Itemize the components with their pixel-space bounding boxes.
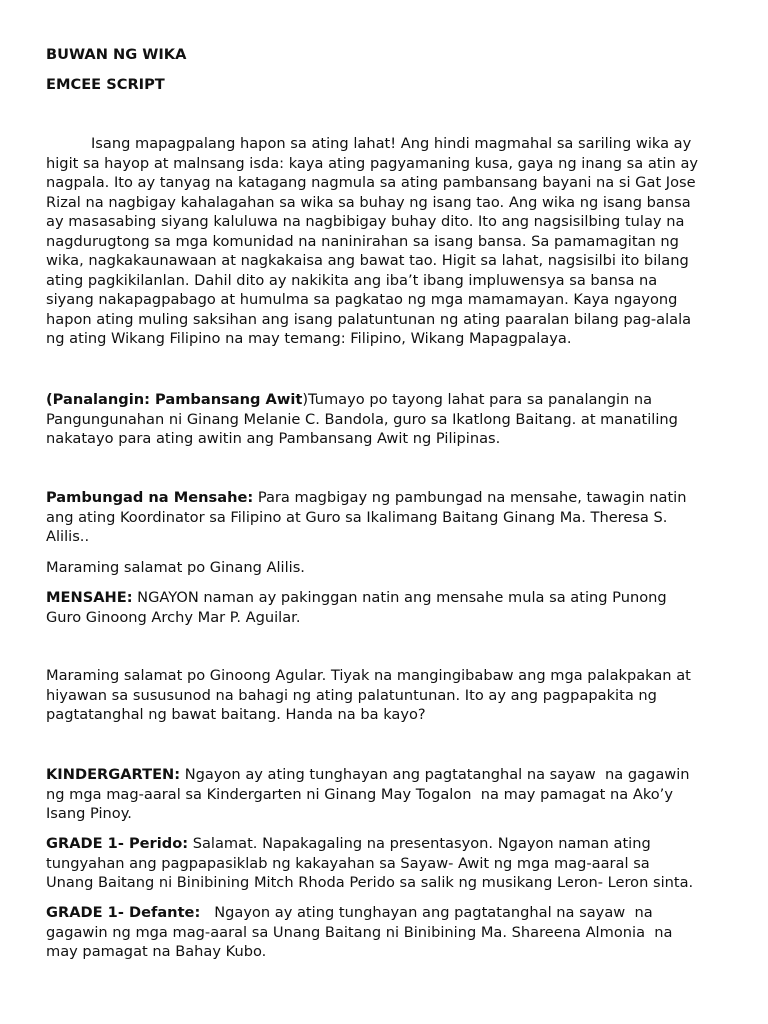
pambungad-text: Para magbigay ng pambungad na mensahe, tawagin natin (253, 489, 687, 506)
salamat-agular-line: pagtatanghal ng bawat baitang. Handa na ba kayo? (46, 706, 426, 723)
intro-line: nagpala. Ito ay tanyag na katagang nagmula sa ating pambansang bayani na si Gat Jose (46, 174, 696, 191)
grade1-defante-line: gagawin ng mga mag-aaral sa Unang Baitang ni Binibining Ma. Shareena Almonia na (46, 923, 673, 941)
panalangin-line (46, 390, 726, 410)
salamat-agular-line: Maraming salamat po Ginoong Agular. Tiyak na mangingibabaw ang mga palakpakan at (46, 667, 691, 684)
grade1-perido-section (46, 834, 726, 893)
salamat-agular-section (46, 666, 726, 725)
intro-line: ng ating Wikang Filipino na may temang: Filipino, Wikang Mapagpalaya. (46, 330, 572, 347)
pambungad-heading: Pambungad na Mensahe: (46, 489, 254, 506)
intro-paragraph (46, 134, 726, 349)
grade1-defante-line: may pamagat na Bahay Kubo. (46, 943, 267, 960)
panalangin-line: nakatayo para ating awitin ang Pambansang Awit ng Pilipinas. (46, 430, 501, 447)
kindergarten-text: Ngayon ay ating tunghayan ang pagtatanghal na sayaw na gagawin (180, 766, 690, 783)
panalangin-text: )Tumayo po tayong lahat para sa panalangin na (302, 391, 653, 408)
salamat-agular-line: hiyawan sa sususunod na bahagi ng ating palatuntunan. Ito ay ang pagpapakita ng (46, 686, 657, 704)
intro-line: ay masasabing siyang kaluluwa na nagbibigay buhay dito. Ito ang nagsisilbing tulay na (46, 213, 685, 230)
panalangin-heading: (Panalangin: Pambansang Awit (46, 391, 303, 408)
grade1-perido-line: Unang Baitang ni Binibining Mitch Rhoda Perido sa salik ng musikang Leron- Leron sinta. (46, 874, 694, 891)
intro-line: wika, nagkakaunawaan at nagkakaisa ang bawat tao. Higit sa lahat, nagsisilbi ito bilang (46, 252, 689, 269)
salamat-alilis (46, 558, 726, 578)
kindergarten-line: Isang Pinoy. (46, 805, 132, 822)
document-title: BUWAN NG WIKA (46, 46, 187, 63)
intro-line: nagdurugtong sa mga komunidad na naninirahan sa isang bansa. Sa pamamagitan ng (46, 232, 679, 250)
pambungad-line (46, 488, 726, 508)
mensahe-line: Guro Ginoong Archy Mar P. Aguilar. (46, 608, 301, 626)
kindergarten-section (46, 765, 726, 824)
grade1-perido-text: Salamat. Napakagaling na presentasyon. Ngayon naman ating (188, 835, 651, 852)
grade1-perido-line: tungyahan ang pagpapasiklab ng kakayahan sa Sayaw- Awit ng mga mag-aaral sa (46, 854, 650, 872)
intro-line: Rizal na nagbigay kahalagahan sa wika sa buhay ng isang tao. Ang wika ng isang bansa (46, 193, 691, 211)
mensahe-text: NGAYON naman ay pakinggan natin ang mensahe mula sa ating Punong (132, 589, 667, 606)
document-subtitle: EMCEE SCRIPT (46, 76, 165, 93)
kindergarten-heading: KINDERGARTEN: (46, 766, 181, 783)
mensahe-section (46, 588, 726, 627)
panalangin-section (46, 390, 726, 449)
intro-line: ating pagkikilanlan. Dahil dito ay nakikita ang iba’t ibang impluwensya sa bansa na (46, 271, 658, 289)
mensahe-heading: MENSAHE: (46, 589, 133, 606)
pambungad-line: Alilis.. (46, 528, 90, 545)
mensahe-line (46, 588, 726, 608)
salamat-alilis-line: Maraming salamat po Ginang Alilis. (46, 559, 305, 576)
panalangin-line: Pangungunahan ni Ginang Melanie C. Bandola, guro sa Ikatlong Baitang. at manatiling (46, 410, 678, 428)
kindergarten-line (46, 765, 726, 785)
intro-line: hapon ating muling saksihan ang isang palatuntunan ng ating paaralan bilang pag-alala (46, 310, 692, 328)
kindergarten-line: ng mga mag-aaral sa Kindergarten ni Ginang May Togalon na may pamagat na Ako’y (46, 785, 673, 803)
grade1-defante-line (46, 903, 726, 923)
grade1-defante-section (46, 903, 726, 962)
grade1-defante-heading: GRADE 1- Defante: (46, 904, 201, 921)
intro-line: higit sa hayop at malnsang isda: kaya ating pagyamaning kusa, gaya ng inang sa atin ay (46, 154, 699, 172)
grade1-defante-text: Ngayon ay ating tunghayan ang pagtatanghal na sayaw na (200, 904, 653, 921)
intro-line: siyang nakapagpabago at humulma sa pagkatao ng mga mamamayan. Kaya ngayong (46, 291, 678, 308)
grade1-perido-heading: GRADE 1- Perido: (46, 835, 189, 852)
pambungad-section (46, 488, 726, 547)
grade1-perido-line (46, 834, 726, 854)
pambungad-line: ang ating Koordinator sa Filipino at Guro sa Ikalimang Baitang Ginang Ma. Theresa S. (46, 508, 668, 526)
intro-line: Isang mapagpalang hapon sa ating lahat! Ang hindi magmahal sa sariling wika ay (91, 135, 692, 152)
